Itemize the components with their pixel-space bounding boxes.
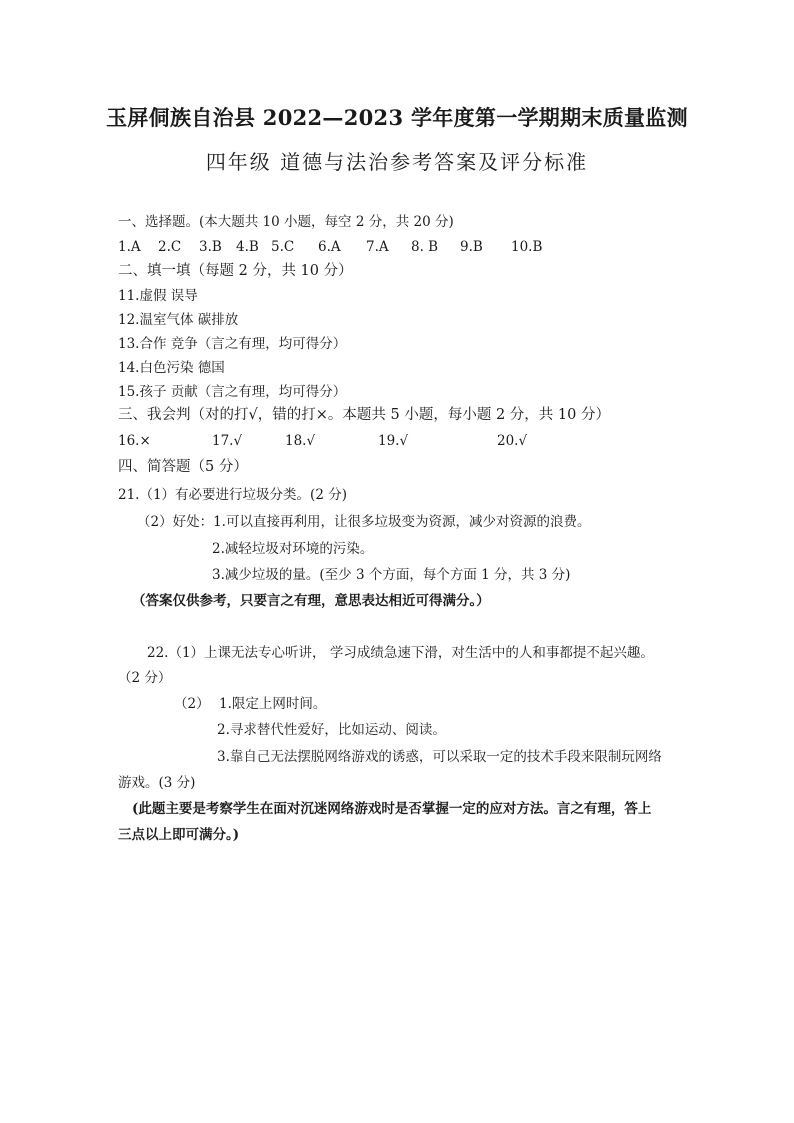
judge-20: 20.√ [497, 433, 528, 449]
answer-5: 5.C [271, 239, 295, 255]
fill-item-11: 11.虚假 误导 [118, 288, 198, 304]
q21-part2-line1: （2）好处：1.可以直接再利用，让很多垃圾变为资源，减少对资源的浪费。 [137, 514, 591, 530]
q22-part2-line2: 2.寻求替代性爱好，比如运动、阅读。 [217, 722, 446, 738]
answer-6: 6.A [318, 239, 341, 255]
answer-1: 1.A [118, 239, 141, 255]
q22-part1-line2: （2 分） [118, 670, 172, 686]
q21-part2-line2: 2.减轻垃圾对环境的污染。 [212, 541, 374, 557]
answer-2: 2.C [158, 239, 182, 255]
answer-10: 10.B [511, 239, 543, 255]
judge-19: 19.√ [378, 433, 409, 449]
q22-part2-line3: 3.靠自己无法摆脱网络游戏的诱惑，可以采取一定的技术手段来限制玩网络 [217, 749, 662, 765]
answer-8: 8. B [411, 239, 439, 255]
answer-3: 3.B [199, 239, 222, 255]
section3-heading: 三、我会判（对的打√，错的打×。本题共 5 小题，每小题 2 分，共 10 分） [118, 407, 610, 423]
answer-9: 9.B [460, 239, 483, 255]
q22-note-line1: (此题主要是考察学生在面对沉迷网络游戏时是否掌握一定的应对方法。言之有理，答上 [132, 801, 652, 817]
judge-18: 18.√ [285, 433, 316, 449]
q22-part2-line4: 游戏。(3 分) [118, 775, 196, 791]
fill-item-14: 14.白色污染 德国 [118, 360, 225, 376]
q21-part1: 21.（1）有必要进行垃圾分类。(2 分) [118, 487, 347, 503]
section2-heading: 二、填一填（每题 2 分，共 10 分） [118, 263, 353, 279]
answer-4: 4.B [236, 239, 259, 255]
q22-part1-line1: 22.（1）上课无法专心听讲， 学习成绩急速下滑，对生活中的人和事都提不起兴趣。 [147, 645, 654, 661]
q21-part2-line3: 3.减少垃圾的量。(至少 3 个方面，每个方面 1 分，共 3 分) [212, 567, 571, 583]
answer-7: 7.A [366, 239, 389, 255]
judge-17: 17.√ [212, 433, 243, 449]
fill-item-12: 12.温室气体 碳排放 [118, 312, 239, 328]
section1-heading: 一、选择题。(本大题共 10 小题，每空 2 分，共 20 分) [118, 214, 454, 230]
q22-part2-label: （2） [174, 696, 210, 712]
document-title: 玉屏侗族自治县 2022—2023 学年度第一学期期末质量监测 [106, 105, 688, 130]
q22-note-line2: 三点以上即可满分。) [118, 827, 240, 843]
document-subtitle: 四年级 道德与法治参考答案及评分标准 [205, 150, 589, 174]
fill-item-13: 13.合作 竞争（言之有理，均可得分） [118, 336, 347, 352]
q22-part2-line1: 1.限定上网时间。 [219, 696, 327, 712]
q21-note: （答案仅供参考，只要言之有理，意思表达相近可得满分。） [132, 593, 490, 609]
judge-16: 16.× [118, 433, 151, 449]
section4-heading: 四、简答题（5 分） [118, 459, 248, 475]
fill-item-15: 15.孩子 贡献（言之有理，均可得分） [118, 384, 347, 400]
